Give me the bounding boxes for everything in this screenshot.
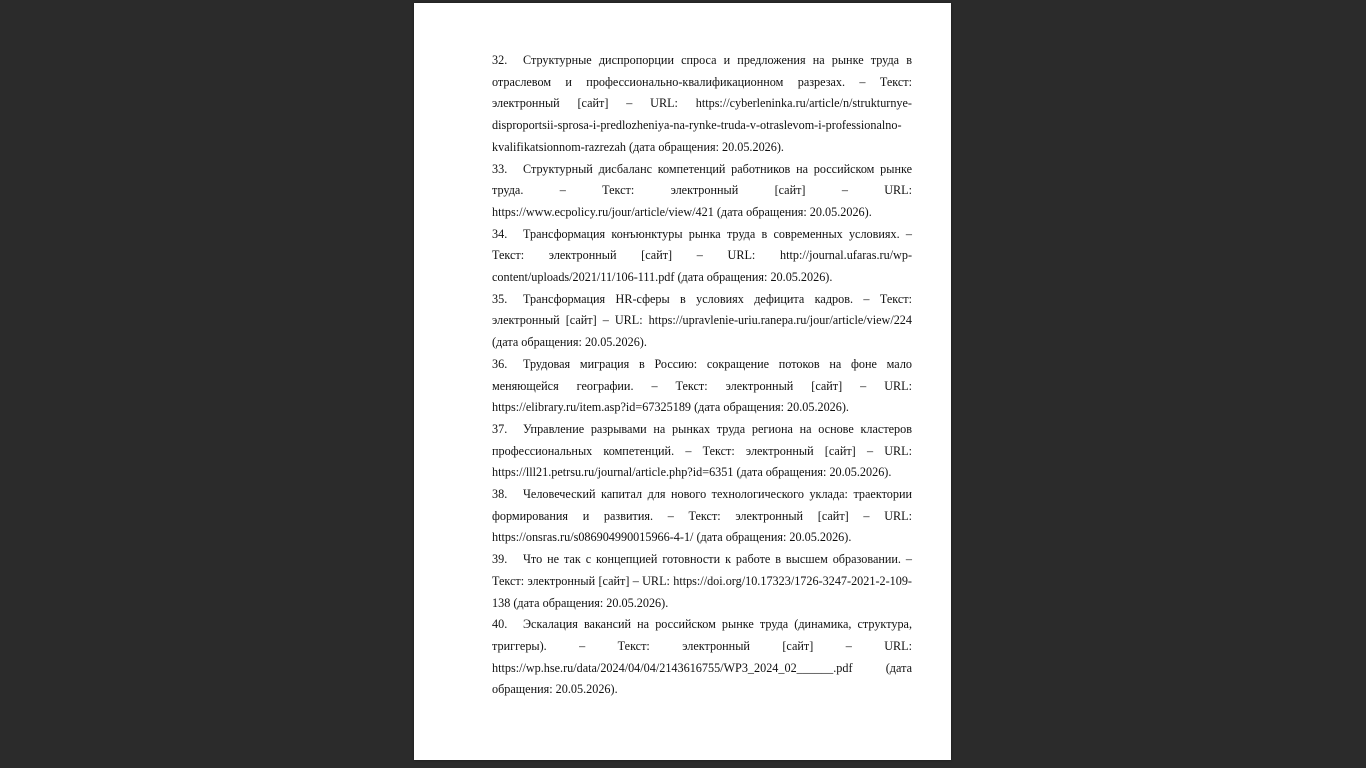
reference-number: 37. [492,421,508,436]
reference-item [492,484,912,549]
reference-item [492,289,912,354]
reference-text: Человеческий капитал для нового технологического уклада: траектории формирования и развития. – Текст: электронный [сайт] – URL: https://onsras.ru/s086904990015966-4-1/ (дата обращения: 20.05.2026). [492,487,912,545]
reference-text: Что не так с концепцией готовности к работе в высшем образовании. – Текст: электронный [сайт] – URL: https://doi.org/10.17323/1726-3247-2021-2-109-138 (дата обращения: 20.05.2026). [492,552,912,610]
reference-text: Трудовая миграция в Россию: сокращение потоков на фоне мало меняющейся географии. – Текст: электронный [сайт] – URL: https://elibrary.ru/item.asp?id=67325189 (дата обращения: 20.05.2026). [492,356,912,415]
reference-text: Управление разрывами на рынках труда региона на основе кластеров профессиональных компетенций. – Текст: электронный [сайт] – URL: https://lll21.petrsu.ru/journal/article.php?id=6351 (дата обращения: 20.05.2026). [492,421,912,480]
reference-number: 33. [492,161,508,176]
reference-item [492,354,912,419]
reference-number: 36. [492,356,508,371]
reference-text: Трансформация HR-сферы в условиях дефицита кадров. – Текст: электронный [сайт] – URL: https://upravlenie-uriu.ranepa.ru/jour/article/view/224 (дата обращения: 20.05.2026). [492,291,912,350]
reference-item [492,549,912,614]
reference-text: Структурный дисбаланс компетенций работников на российском рынке труда. – Текст: электронный [сайт] – URL: https://www.ecpolicy.ru/jour/article/view/421 (дата обращения: 20.05.2026). [492,161,912,219]
reference-number: 38. [492,487,508,502]
reference-item [492,419,912,484]
reference-number: 40. [492,617,508,632]
document-page [414,3,951,760]
reference-text: Трансформация конъюнктуры рынка труда в современных условиях. – Текст: электронный [сайт] – URL: http://journal.ufaras.ru/wp-content/uploads/2021/11/106-111.pdf (дата обращения: 20.05.2026). [492,226,912,285]
reference-item [492,224,912,289]
reference-item [492,159,912,224]
reference-number: 39. [492,552,508,567]
reference-text: Эскалация вакансий на российском рынке труда (динамика, структура, триггеры). – Текст: электронный [сайт] – URL: https://wp.hse.ru/data/2024/04/04/2143616755/WP3_2024_02______.pdf (дата обращения: 20.05.2026). [492,617,912,697]
reference-text: Структурные диспропорции спроса и предложения на рынке труда в отраслевом и профессионально-квалификационном разрезах. – Текст: электронный [сайт] – URL: https://cyberleninka.ru/article/n/strukturnye-disproportsii-sprosa-i-predlozheniya-na-rynke-truda-v-otraslevom-i-professionalno-kvalifikatsionnom-razrezah (дата обращения: 20.05.2026). [492,53,912,154]
reference-number: 35. [492,291,508,306]
reference-list [492,50,912,701]
reference-item [492,614,912,701]
reference-number: 34. [492,226,508,241]
reference-item [492,50,912,159]
reference-number: 32. [492,53,508,67]
